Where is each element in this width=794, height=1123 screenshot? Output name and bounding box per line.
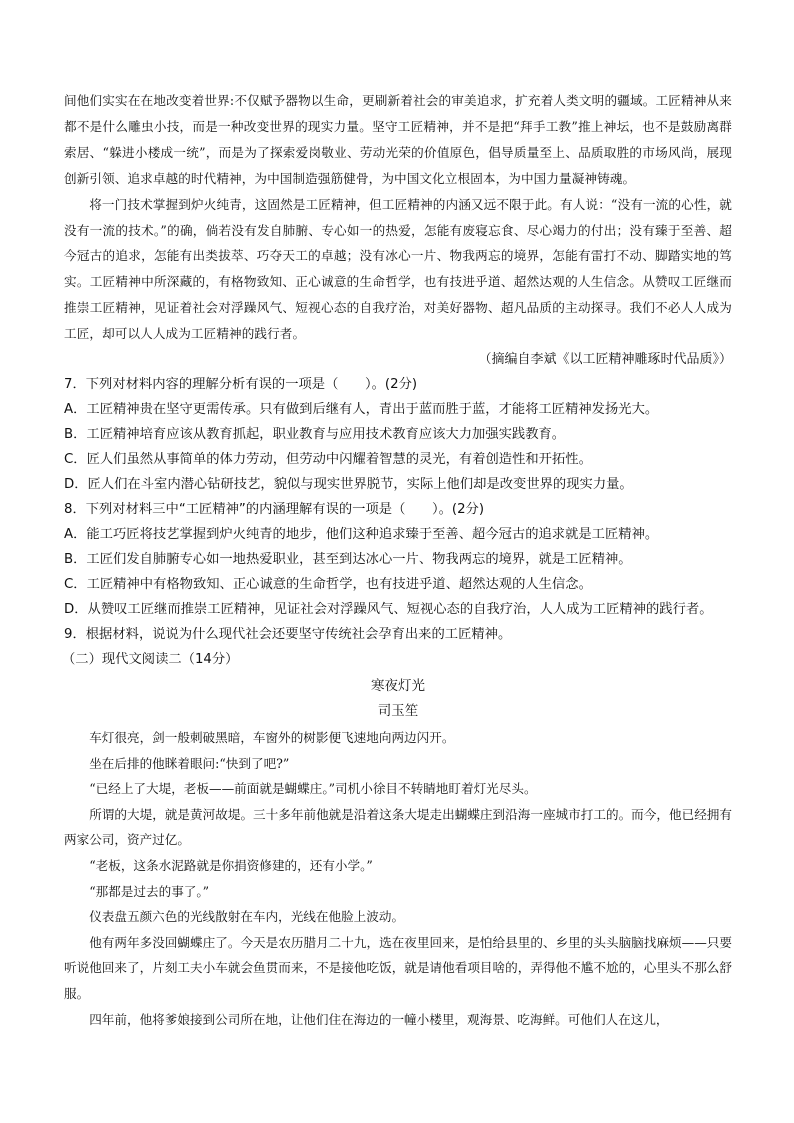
story-paragraph: “那都是过去的事了。” xyxy=(89,883,210,899)
passage-paragraph-2: 将一门技术掌握到炉火纯青，这固然是工匠精神，但工匠精神的内涵又远不限于此。有人说：“没有一流的心性，就没有一流的技术。”的确，倘若没有发自肺腑、专心如一的热爱，怎能有废寝忘食、尽心竭力的付出；没有臻于至善、超今冠古的追求，怎能有出类拔萃、巧夺天工的卓越；没有冰心一片、物我两忘的境界，怎能有雷打不动、脚踏实地的笃实。工匠精神中所深藏的，有格物致知、正心诚意的生命哲学，也有技进乎道、超然达观的人生信念。从赞叹工匠继而推崇工匠精神，见证着社会对浮躁风气、短视心态的自我疗治，对美好器物、超凡品质的主动探寻。我们不必人人成为工匠，却可以人人成为工匠精神的践行者。 xyxy=(64,196,732,342)
question-8-option-d: D．从赞叹工匠继而推崇工匠精神，见证社会对浮躁风气、短视心态的自我疗治，人人成为工匠精神的践行者。 xyxy=(64,602,713,618)
question-7-stem: 7．下列对材料内容的理解分析有误的一项是（ ）。(2分) xyxy=(64,377,418,393)
story-paragraph: “老板，这条水泥路就是你捐资修建的，还有小学。” xyxy=(89,858,373,874)
story-paragraph: 四年前，他将爹娘接到公司所在地，让他们住在海边的一幢小楼里，观海景、吃海鲜。可他们人在这儿， xyxy=(89,1011,669,1027)
section-heading: （二）现代文阅读二（14分） xyxy=(62,652,239,668)
question-8-option-b: B．工匠们发自肺腑专心如一地热爱职业，甚至到达冰心一片、物我两忘的境界，就是工匠精神。 xyxy=(64,552,632,568)
question-8-stem: 8．下列对材料三中“工匠精神”的内涵理解有误的一项是（ ）。(2分) xyxy=(64,502,485,518)
question-7-option-b: B．工匠精神培育应该从教育抓起，职业教育与应用技术教育应该大力加强实践教育。 xyxy=(64,427,566,443)
question-9-stem: 9．根据材料，说说为什么现代社会还要坚守传统社会孕育出来的工匠精神。 xyxy=(64,627,512,643)
story-paragraph: 所谓的大堤，就是黄河故堤。三十多年前他就是沿着这条大堤走出蝴蝶庄到沿海一座城市打工的。而今，他已经拥有两家公司，资产过亿。 xyxy=(64,806,732,848)
passage-paragraph-1: 间他们实实在在地改变着世界:不仅赋予器物以生命，更刷新着社会的审美追求，扩充着人类文明的疆域。工匠精神从来都不是什么雕虫小技，而是一种改变世界的现实力量。坚守工匠精神，并不是把“拜手工教”推上神坛，也不是鼓励离群索居、“躲进小楼成一统”，而是为了探索爱岗敬业、劳动光荣的价值原色，倡导质量至上、品质取胜的市场风尚，展现创新引领、追求卓越的时代精神，为中国制造强筋健骨，为中国文化立根固本，为中国力量凝神铸魂。 xyxy=(64,93,732,186)
story-paragraph: 仪表盘五颜六色的光线散射在车内，光线在他脸上波动。 xyxy=(89,909,405,925)
document-page xyxy=(64,88,732,1032)
question-7-option-a: A．工匠精神贵在坚守更需传承。只有做到后继有人，青出于蓝而胜于蓝，才能将工匠精神发扬光大。 xyxy=(64,402,659,418)
story-paragraph: 他有两年多没回蝴蝶庄了。今天是农历腊月二十九，选在夜里回来，是怕给县里的、乡里的头头脑脑找麻烦——只要听说他回来了，片刻工夫小车就会鱼贯而来，不是接他吃饭，就是请他看项目啥的，弄得他不尴不尬的，心里头不那么舒服。 xyxy=(64,934,732,1001)
question-7-option-d: D．匠人们在斗室内潜心钻研技艺，貌似与现实世界脱节，实际上他们却是改变世界的现实力量。 xyxy=(64,477,633,493)
story-paragraph: 坐在后排的他眯着眼问:“快到了吧?” xyxy=(89,755,290,771)
story-paragraph: 车灯很亮，剑一般刺破黑暗，车窗外的树影便飞速地向两边闪开。 xyxy=(89,730,455,746)
question-8-option-a: A．能工巧匠将技艺掌握到炉火纯青的地步，他们这种追求臻于至善、超今冠古的追求就是工匠精神。 xyxy=(64,527,659,543)
passage-source: （摘编自李斌《以工匠精神雕琢时代品质》） xyxy=(478,352,732,368)
story-title: 寒夜灯光 xyxy=(371,678,425,695)
story-paragraph: “已经上了大堤，老板——前面就是蝴蝶庄。”司机小徐目不转睛地盯着灯光尽头。 xyxy=(89,781,537,797)
question-7-option-c: C．匠人们虽然从事简单的体力劳动，但劳动中闪耀着智慧的灵光，有着创造性和开拓性。 xyxy=(64,452,592,468)
question-8-option-c: C．工匠精神中有格物致知、正心诚意的生命哲学，也有技进乎道、超然达观的人生信念。 xyxy=(64,577,592,593)
story-author: 司玉笙 xyxy=(377,703,419,720)
